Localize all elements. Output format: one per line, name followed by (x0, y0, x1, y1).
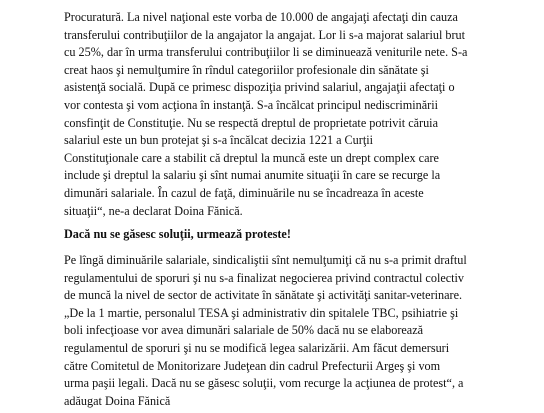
text-line: vor contesta şi vom acţiona în instanţă. S-a încălcat principul nediscriminării (64, 97, 438, 112)
text-line: dimunări salariale. În cazul de faţă, diminuările nu se încadreaza în aceste (64, 185, 424, 200)
text-line: către Comitetul de Monitorizare Judeţean din cadrul Prefecturii Argeş şi vom (64, 358, 441, 373)
text-line: de muncă la nivel de sector de activitate în sănătate şi activităţi sanitar-veterinare. (64, 288, 463, 303)
text-line: cu 25%, dar în urma transferului contribuţiilor li se diminuează veniturile nete. S-a (64, 45, 468, 60)
text-line: adăugat Doina Fănică (64, 393, 171, 408)
text-line: transferului contribuţiilor de la angajator la angajat. Lor li s-a majorat salariul brut (64, 27, 466, 42)
paragraph-2 (64, 252, 524, 410)
text-line: creat haos şi nemulţumire în rîndul categoriilor profesionale din sănătate şi (64, 62, 429, 77)
text-line: salariul este un bun protejat şi s-a încălcat decizia 1221 a Curţii (64, 133, 373, 148)
paragraph-1 (64, 9, 524, 220)
text-line: „De la 1 martie, personalul TESA şi administrativ din spitalele TBC, psihiatrie şi (64, 305, 459, 320)
text-line: boli infecţioase vor avea dimunări salariale de 50% dacă nu se elaborează (64, 323, 424, 338)
section-heading: Dacă nu se găsesc soluţii, urmează proteste! (64, 227, 291, 241)
text-line: Constituţionale care a stabilit că dreptul la muncă este un drept complex care (64, 150, 439, 165)
text-line: asistenţă socială. După ce primesc dispoziţia privind salariul, angajaţii afectaţi o (64, 80, 455, 95)
text-line: include şi dreptul la salariu şi sînt numai anumite situaţii în care se recurge la (64, 168, 441, 183)
text-line: regulamentul de sporuri şi nu se modifică legea salarizării. Am făcut demersuri (64, 340, 450, 355)
text-line: Pe lîngă diminuările salariale, sindicaliştii sînt nemulţumiţi că nu s-a primit draftul (64, 253, 467, 267)
text-line: Procuratură. La nivel naţional este vorba de 10.000 de angajaţi afectaţi din cauza (64, 10, 458, 24)
text-line: urma paşii legali. Dacă nu se găsesc soluţii, vom recurge la acţiunea de protest“, a (64, 376, 464, 391)
text-line: situaţii“, ne-a declarat Doina Fănică. (64, 203, 243, 218)
text-line: consfinţit de Constituţie. Nu se respectă dreptul de proprietate potrivit căruia (64, 115, 438, 130)
text-line: regulamentului de sporuri şi nu s-a finalizat negocierea privind contractul colectiv (64, 270, 465, 285)
